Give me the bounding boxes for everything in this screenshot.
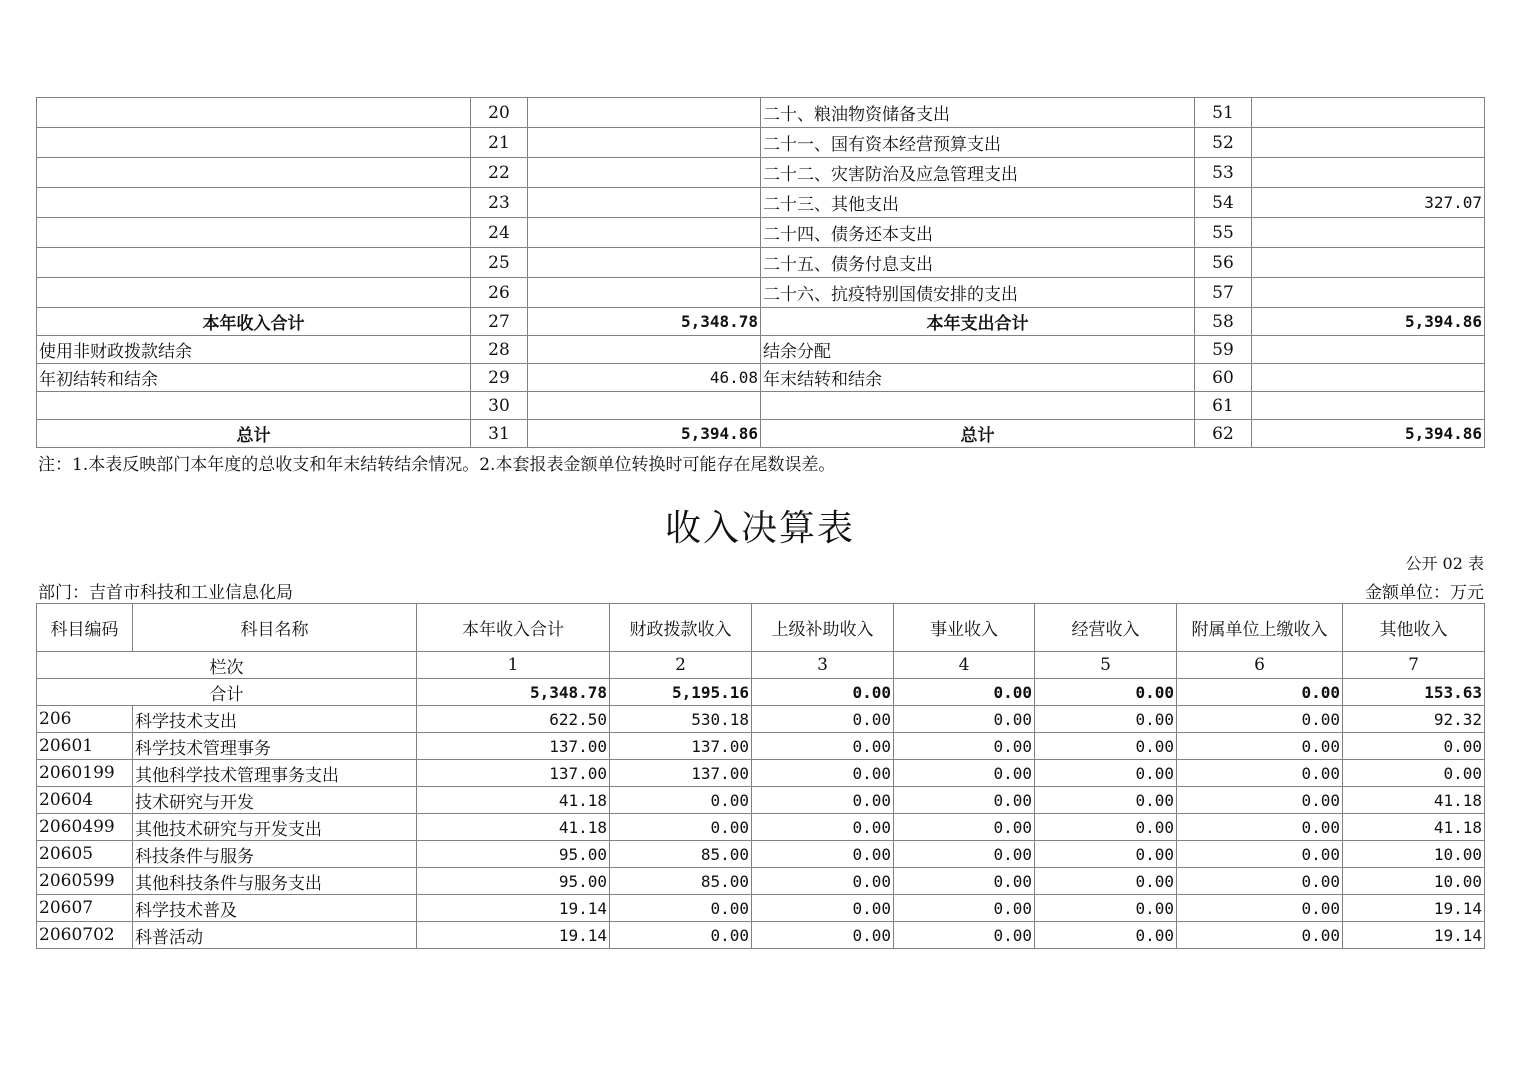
amount-cell: 0.00 [752, 706, 894, 733]
amount-cell: 41.18 [417, 787, 610, 814]
table-row [37, 922, 1485, 949]
income-amount [528, 158, 761, 188]
expenditure-item-label: 二十三、其他支出 [761, 188, 1195, 218]
subject-code: 2060199 [37, 760, 133, 787]
column-header: 科目编码 [37, 604, 133, 652]
amount-cell: 0.00 [1177, 868, 1343, 895]
amount-cell: 0.00 [1035, 814, 1177, 841]
table-row [37, 814, 1485, 841]
expenditure-item-label [761, 392, 1195, 420]
income-expenditure-summary-table [36, 97, 1485, 448]
column-header: 事业收入 [894, 604, 1035, 652]
amount-cell: 85.00 [610, 841, 752, 868]
expenditure-item-label: 本年支出合计 [761, 308, 1195, 336]
amount-cell: 0.00 [1035, 706, 1177, 733]
amount-cell: 0.00 [1035, 868, 1177, 895]
amount-unit-label: 金额单位：万元 [1365, 583, 1484, 603]
income-item-label [37, 392, 471, 420]
income-item-label: 年初结转和结余 [37, 364, 471, 392]
income-item-label [37, 248, 471, 278]
subject-code: 2060499 [37, 814, 133, 841]
income-item-label: 使用非财政拨款结余 [37, 336, 471, 364]
income-amount [528, 392, 761, 420]
row-number: 56 [1195, 248, 1252, 278]
table-row [37, 128, 1485, 158]
amount-cell: 0.00 [894, 922, 1035, 949]
table-note: 注：1.本表反映部门本年度的总收支和年末结转结余情况。2.本套报表金额单位转换时可能存在尾数误差。 [38, 455, 836, 475]
column-number-row [37, 652, 1485, 679]
amount-cell: 85.00 [610, 868, 752, 895]
table-row [37, 188, 1485, 218]
row-number: 55 [1195, 218, 1252, 248]
subject-name: 其他科学技术管理事务支出 [133, 760, 417, 787]
amount-cell: 0.00 [1035, 787, 1177, 814]
column-number-label: 栏次 [37, 652, 417, 679]
amount-cell: 19.14 [417, 895, 610, 922]
income-amount: 46.08 [528, 364, 761, 392]
row-number: 61 [1195, 392, 1252, 420]
amount-cell: 0.00 [1035, 760, 1177, 787]
amount-cell: 0.00 [752, 868, 894, 895]
income-item-label [37, 218, 471, 248]
subject-name: 科普活动 [133, 922, 417, 949]
amount-cell: 0.00 [1177, 706, 1343, 733]
income-item-label [37, 128, 471, 158]
expenditure-item-label: 总计 [761, 420, 1195, 448]
table-row [37, 218, 1485, 248]
amount-cell: 0.00 [1177, 787, 1343, 814]
row-number: 29 [471, 364, 528, 392]
amount-cell: 0.00 [1035, 841, 1177, 868]
amount-cell: 0.00 [894, 814, 1035, 841]
subject-name: 科学技术管理事务 [133, 733, 417, 760]
income-amount [528, 278, 761, 308]
amount-cell: 0.00 [1343, 760, 1485, 787]
amount-cell: 0.00 [1035, 922, 1177, 949]
department-label: 部门：吉首市科技和工业信息化局 [38, 583, 293, 603]
row-number: 27 [471, 308, 528, 336]
income-amount [528, 218, 761, 248]
row-number: 60 [1195, 364, 1252, 392]
row-number: 25 [471, 248, 528, 278]
subject-name: 其他科技条件与服务支出 [133, 868, 417, 895]
amount-cell: 0.00 [1177, 841, 1343, 868]
amount-cell: 0.00 [1035, 733, 1177, 760]
income-amount: 5,348.78 [528, 308, 761, 336]
table-row [37, 158, 1485, 188]
subject-code: 2060702 [37, 922, 133, 949]
table-row [37, 248, 1485, 278]
expenditure-amount [1252, 158, 1485, 188]
amount-cell: 0.00 [894, 733, 1035, 760]
income-amount [528, 98, 761, 128]
expenditure-amount [1252, 128, 1485, 158]
amount-cell: 95.00 [417, 868, 610, 895]
amount-cell: 0.00 [752, 841, 894, 868]
row-number: 28 [471, 336, 528, 364]
column-header: 经营收入 [1035, 604, 1177, 652]
column-number: 4 [894, 652, 1035, 679]
table-row [37, 733, 1485, 760]
column-number: 3 [752, 652, 894, 679]
expenditure-amount: 5,394.86 [1252, 308, 1485, 336]
column-header: 科目名称 [133, 604, 417, 652]
total-value: 5,195.16 [610, 679, 752, 706]
amount-cell: 0.00 [752, 895, 894, 922]
table-row [37, 308, 1485, 336]
column-header: 上级补助收入 [752, 604, 894, 652]
subject-name: 其他技术研究与开发支出 [133, 814, 417, 841]
table-row [37, 392, 1485, 420]
total-value: 5,348.78 [417, 679, 610, 706]
row-number: 57 [1195, 278, 1252, 308]
row-number: 20 [471, 98, 528, 128]
table-row [37, 787, 1485, 814]
subject-code: 20601 [37, 733, 133, 760]
subject-code: 20605 [37, 841, 133, 868]
amount-cell: 95.00 [417, 841, 610, 868]
row-number: 31 [471, 420, 528, 448]
amount-cell: 0.00 [1177, 733, 1343, 760]
total-label: 合计 [37, 679, 417, 706]
income-item-label [37, 188, 471, 218]
subject-code: 2060599 [37, 868, 133, 895]
expenditure-amount [1252, 218, 1485, 248]
amount-cell: 0.00 [1035, 895, 1177, 922]
row-number: 22 [471, 158, 528, 188]
row-number: 23 [471, 188, 528, 218]
expenditure-item-label: 二十四、债务还本支出 [761, 218, 1195, 248]
amount-cell: 0.00 [610, 922, 752, 949]
table-row [37, 364, 1485, 392]
amount-cell: 0.00 [1177, 760, 1343, 787]
table-row [37, 895, 1485, 922]
table-row [37, 706, 1485, 733]
total-row [37, 679, 1485, 706]
row-number: 30 [471, 392, 528, 420]
subject-code: 20604 [37, 787, 133, 814]
income-item-label: 本年收入合计 [37, 308, 471, 336]
expenditure-item-label: 二十二、灾害防治及应急管理支出 [761, 158, 1195, 188]
amount-cell: 10.00 [1343, 841, 1485, 868]
income-item-label [37, 278, 471, 308]
form-code: 公开 02 表 [1405, 554, 1484, 573]
amount-cell: 0.00 [610, 895, 752, 922]
column-number: 2 [610, 652, 752, 679]
amount-cell: 0.00 [752, 760, 894, 787]
row-number: 52 [1195, 128, 1252, 158]
income-amount [528, 248, 761, 278]
income-item-label [37, 158, 471, 188]
expenditure-amount [1252, 248, 1485, 278]
income-amount [528, 128, 761, 158]
total-value: 0.00 [894, 679, 1035, 706]
amount-cell: 622.50 [417, 706, 610, 733]
table-row [37, 868, 1485, 895]
amount-cell: 0.00 [894, 868, 1035, 895]
amount-cell: 19.14 [1343, 895, 1485, 922]
amount-cell: 41.18 [1343, 787, 1485, 814]
income-final-accounts-table [36, 603, 1485, 949]
table-row [37, 420, 1485, 448]
header-row [37, 604, 1485, 652]
amount-cell: 0.00 [1177, 922, 1343, 949]
income-item-label [37, 98, 471, 128]
amount-cell: 0.00 [894, 841, 1035, 868]
amount-cell: 0.00 [894, 787, 1035, 814]
amount-cell: 137.00 [610, 760, 752, 787]
column-header: 附属单位上缴收入 [1177, 604, 1343, 652]
amount-cell: 0.00 [752, 733, 894, 760]
table-row [37, 760, 1485, 787]
amount-cell: 137.00 [610, 733, 752, 760]
amount-cell: 92.32 [1343, 706, 1485, 733]
row-number: 58 [1195, 308, 1252, 336]
amount-cell: 137.00 [417, 760, 610, 787]
amount-cell: 0.00 [752, 814, 894, 841]
amount-cell: 0.00 [752, 922, 894, 949]
income-amount [528, 336, 761, 364]
row-number: 51 [1195, 98, 1252, 128]
expenditure-amount [1252, 364, 1485, 392]
column-number: 7 [1343, 652, 1485, 679]
amount-cell: 41.18 [417, 814, 610, 841]
amount-cell: 137.00 [417, 733, 610, 760]
expenditure-item-label: 结余分配 [761, 336, 1195, 364]
row-number: 21 [471, 128, 528, 158]
table-row [37, 841, 1485, 868]
amount-cell: 0.00 [752, 787, 894, 814]
expenditure-amount [1252, 336, 1485, 364]
row-number: 54 [1195, 188, 1252, 218]
subject-name: 科学技术普及 [133, 895, 417, 922]
amount-cell: 0.00 [610, 787, 752, 814]
column-header: 财政拨款收入 [610, 604, 752, 652]
expenditure-amount [1252, 278, 1485, 308]
total-value: 153.63 [1343, 679, 1485, 706]
subject-code: 20607 [37, 895, 133, 922]
expenditure-amount [1252, 98, 1485, 128]
total-value: 0.00 [1035, 679, 1177, 706]
amount-cell: 0.00 [1343, 733, 1485, 760]
subject-name: 科学技术支出 [133, 706, 417, 733]
income-amount [528, 188, 761, 218]
amount-cell: 530.18 [610, 706, 752, 733]
table-row [37, 278, 1485, 308]
income-amount: 5,394.86 [528, 420, 761, 448]
column-header: 其他收入 [1343, 604, 1485, 652]
total-value: 0.00 [1177, 679, 1343, 706]
expenditure-item-label: 二十一、国有资本经营预算支出 [761, 128, 1195, 158]
expenditure-item-label: 二十六、抗疫特别国债安排的支出 [761, 278, 1195, 308]
expenditure-amount [1252, 392, 1485, 420]
row-number: 26 [471, 278, 528, 308]
column-number: 1 [417, 652, 610, 679]
expenditure-item-label: 二十、粮油物资储备支出 [761, 98, 1195, 128]
row-number: 53 [1195, 158, 1252, 188]
page-title: 收入决算表 [664, 508, 855, 549]
subject-name: 技术研究与开发 [133, 787, 417, 814]
expenditure-item-label: 年末结转和结余 [761, 364, 1195, 392]
amount-cell: 0.00 [894, 760, 1035, 787]
expenditure-amount: 5,394.86 [1252, 420, 1485, 448]
subject-name: 科技条件与服务 [133, 841, 417, 868]
amount-cell: 19.14 [1343, 922, 1485, 949]
table-row [37, 336, 1485, 364]
expenditure-amount: 327.07 [1252, 188, 1485, 218]
amount-cell: 0.00 [610, 814, 752, 841]
expenditure-item-label: 二十五、债务付息支出 [761, 248, 1195, 278]
row-number: 59 [1195, 336, 1252, 364]
amount-cell: 0.00 [1177, 814, 1343, 841]
amount-cell: 10.00 [1343, 868, 1485, 895]
column-number: 5 [1035, 652, 1177, 679]
amount-cell: 19.14 [417, 922, 610, 949]
subject-code: 206 [37, 706, 133, 733]
column-number: 6 [1177, 652, 1343, 679]
row-number: 24 [471, 218, 528, 248]
column-header: 本年收入合计 [417, 604, 610, 652]
amount-cell: 0.00 [894, 706, 1035, 733]
table-row [37, 98, 1485, 128]
amount-cell: 0.00 [1177, 895, 1343, 922]
total-value: 0.00 [752, 679, 894, 706]
row-number: 62 [1195, 420, 1252, 448]
amount-cell: 41.18 [1343, 814, 1485, 841]
amount-cell: 0.00 [894, 895, 1035, 922]
income-item-label: 总计 [37, 420, 471, 448]
